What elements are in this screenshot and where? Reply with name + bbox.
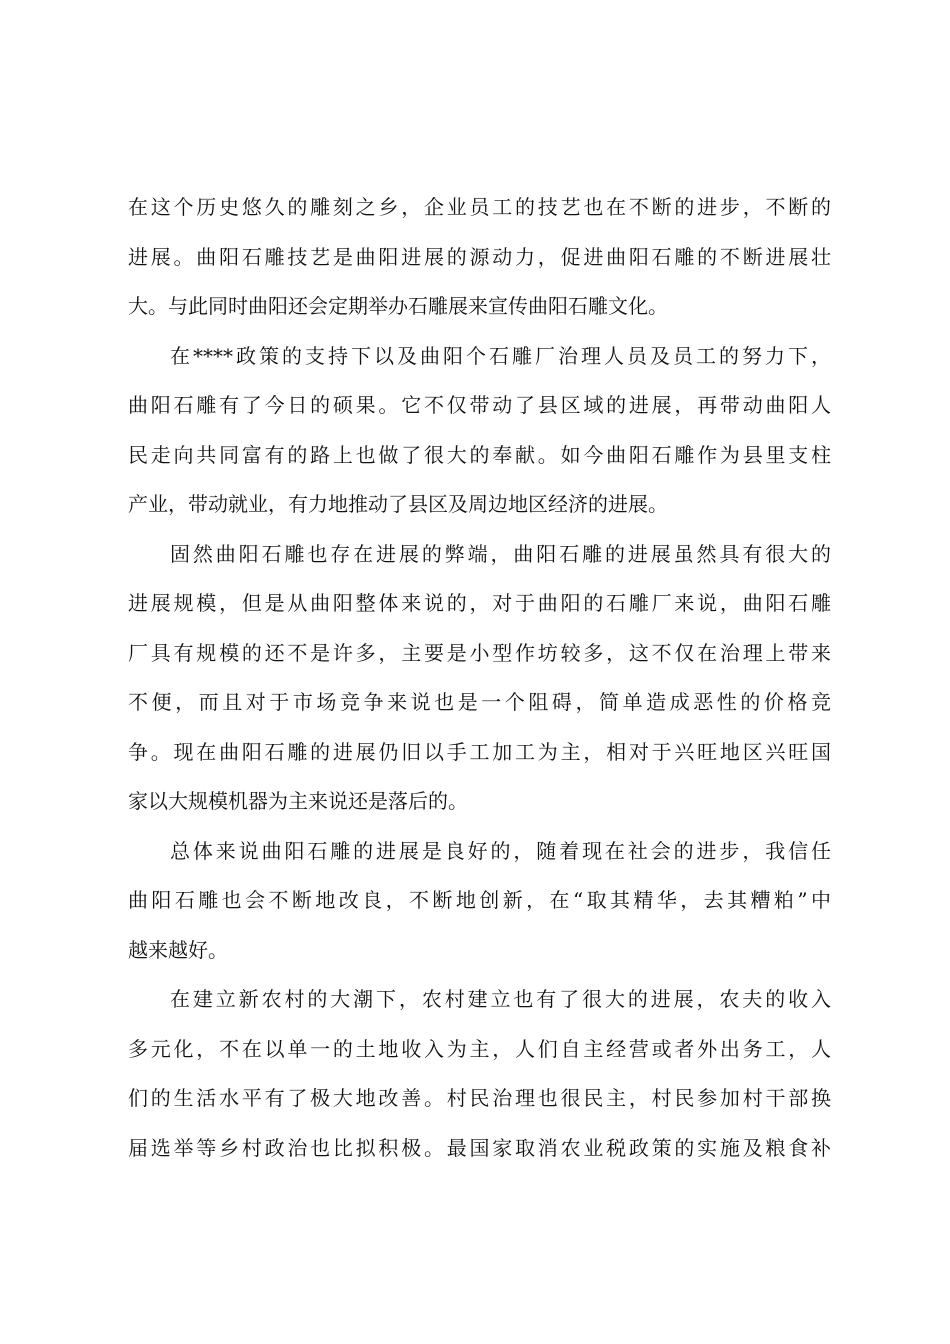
paragraph-first-line: 总体来说曲阳石雕的进展是良好的，随着现在社会的进步，我信任 bbox=[170, 838, 831, 863]
text-line: 进展。曲阳石雕技艺是曲阳进展的源动力，促进曲阳石雕的不断进展壮 bbox=[128, 244, 831, 269]
text-line: 不便，而且对于市场竞争来说也是一个阻碍，简单造成恶性的价格竞 bbox=[128, 690, 831, 714]
text-line: 在这个历史悠久的雕刻之乡，企业员工的技艺也在不断的进步，不断的 bbox=[128, 195, 831, 219]
paragraph-first-line: 在****政策的支持下以及曲阳个石雕厂治理人员及员工的努力下， bbox=[170, 343, 831, 368]
text-line: 厂具有规模的还不是许多，主要是小型作坊较多，这不仅在治理上带来 bbox=[128, 640, 831, 665]
text-line: 大。与此同时曲阳还会定期举办石雕展来宣传曲阳石雕文化。 bbox=[128, 294, 668, 318]
text-line: 争。现在曲阳石雕的进展仍旧以手工加工为主，相对于兴旺地区兴旺国 bbox=[128, 739, 831, 764]
text-line: 届选举等乡村政治也比拟积极。最国家取消农业税政策的实施及粮食补 bbox=[128, 1135, 831, 1160]
text-line: 产业，带动就业，有力地推动了县区及周边地区经济的进展。 bbox=[128, 492, 668, 516]
text-line: 曲阳石雕也会不断地改良，不断地创新，在“取其精华，去其糟粕”中 bbox=[128, 888, 831, 912]
body-text bbox=[128, 183, 831, 1173]
text-line: 们的生活水平有了极大地改善。村民治理也很民主，村民参加村干部换 bbox=[128, 1086, 831, 1110]
paragraph-first-line: 在建立新农村的大潮下，农村建立也有了很大的进展，农夫的收入 bbox=[170, 987, 831, 1011]
text-line: 家以大规模机器为主来说还是落后的。 bbox=[128, 789, 468, 813]
text-line: 越来越好。 bbox=[128, 937, 228, 962]
text-line: 曲阳石雕有了今日的硕果。它不仅带动了县区域的进展，再带动曲阳人 bbox=[128, 393, 831, 417]
text-line: 多元化，不在以单一的土地收入为主，人们自主经营或者外出务工，人 bbox=[128, 1036, 831, 1061]
text-line: 民走向共同富有的路上也做了很大的奉献。如今曲阳石雕作为县里支柱 bbox=[128, 442, 831, 467]
text-line: 进展规模，但是从曲阳整体来说的，对于曲阳的石雕厂来说，曲阳石雕 bbox=[128, 591, 831, 615]
paragraph-first-line: 固然曲阳石雕也存在进展的弊端，曲阳石雕的进展虽然具有很大的 bbox=[170, 541, 831, 566]
